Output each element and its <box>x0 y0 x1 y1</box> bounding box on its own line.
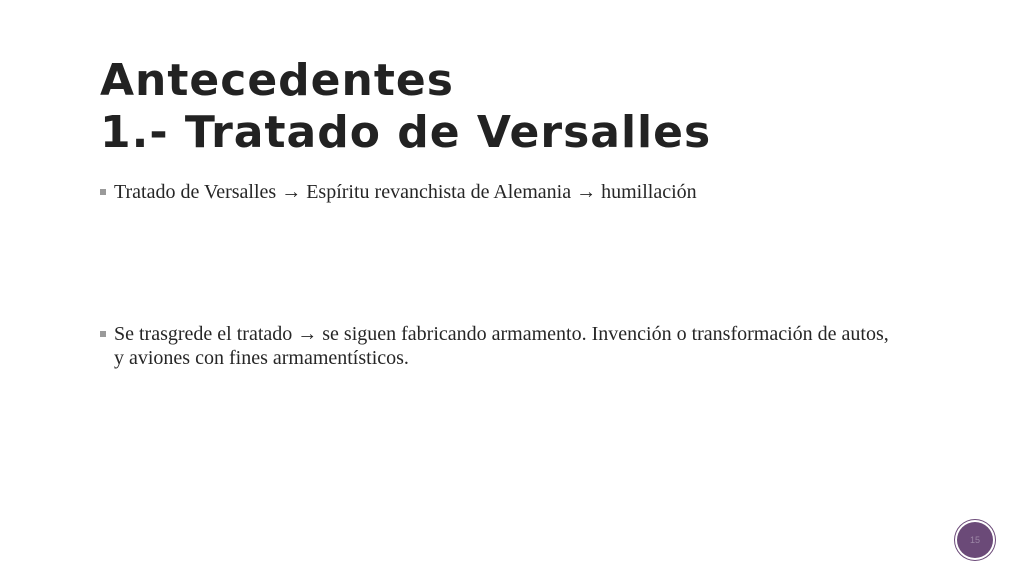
bullet-item <box>100 322 900 370</box>
title-line-2: 1.- Tratado de Versalles <box>100 107 712 158</box>
bullet-list <box>100 180 900 370</box>
slide-title <box>100 55 920 159</box>
page-number-badge <box>957 522 993 558</box>
square-bullet-icon <box>100 331 106 337</box>
square-bullet-icon <box>100 189 106 195</box>
title-line-1: Antecedentes <box>100 55 454 106</box>
page-number: 15 <box>969 535 980 545</box>
bullet-item <box>100 180 900 204</box>
bullet-text: Se trasgrede el tratado → se siguen fabricando armamento. Invención o transformación de autos, y aviones con fines armamentísticos. <box>114 323 889 369</box>
bullet-text: Tratado de Versalles → Espíritu revanchista de Alemania → humillación <box>114 181 697 203</box>
